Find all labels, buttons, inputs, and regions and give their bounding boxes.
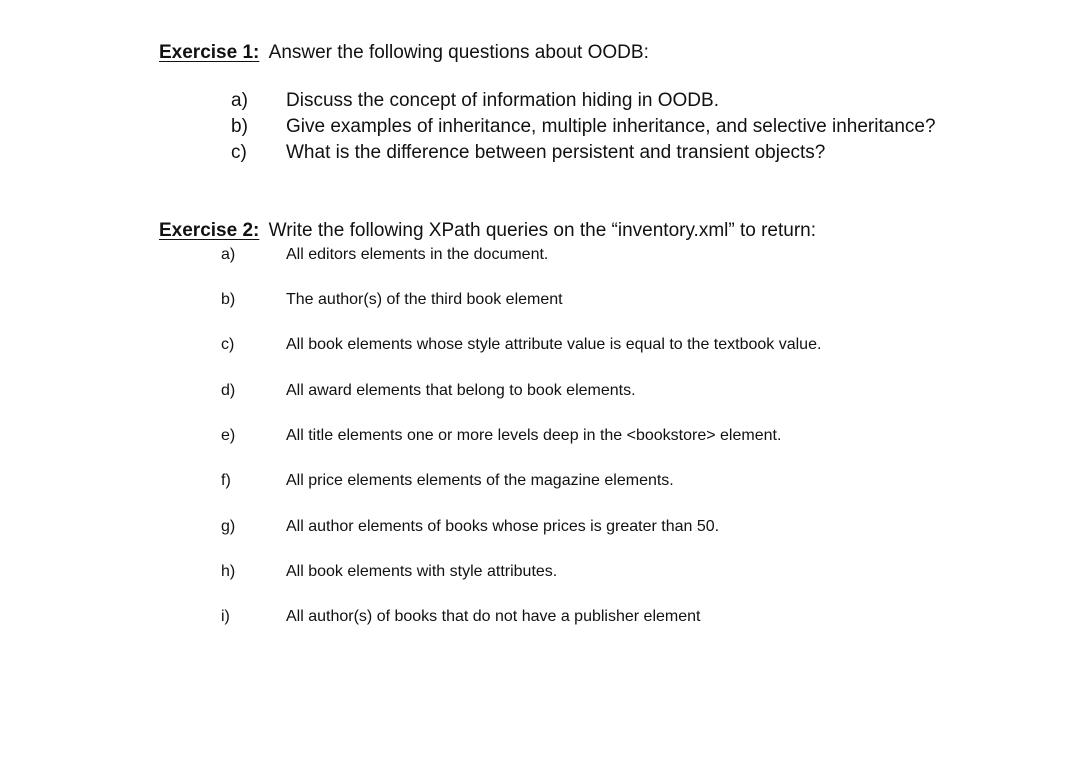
- exercise-1-title: Answer the following questions about OODB:: [268, 42, 649, 63]
- question-text: All book elements with style attributes.: [286, 563, 558, 580]
- question-letter: i): [221, 608, 230, 625]
- question-text: All price elements elements of the magazine elements.: [286, 472, 674, 489]
- question-letter: d): [221, 382, 236, 399]
- question-letter: b): [231, 116, 248, 137]
- question-text: Discuss the concept of information hiding in OODB.: [286, 90, 719, 111]
- question-letter: g): [221, 518, 236, 535]
- question-letter: h): [221, 563, 236, 580]
- question-text: All title elements one or more levels deep in the <bookstore> element.: [286, 427, 782, 444]
- question-text: All book elements whose style attribute value is equal to the textbook value.: [286, 336, 822, 353]
- question-text: What is the difference between persistent and transient objects?: [286, 142, 826, 163]
- question-letter: a): [231, 90, 248, 111]
- exercise-1-label: Exercise 1:: [159, 42, 260, 63]
- question-text: All award elements that belong to book elements.: [286, 382, 636, 399]
- question-letter: c): [221, 336, 235, 353]
- exercise-2-title: Write the following XPath queries on the “inventory.xml” to return:: [268, 220, 817, 241]
- exercise-2-heading: [159, 219, 816, 243]
- question-letter: c): [231, 142, 247, 163]
- question-text: The author(s) of the third book element: [286, 291, 563, 308]
- exercise-2-label: Exercise 2:: [159, 220, 260, 241]
- question-text: All editors elements in the document.: [286, 246, 549, 263]
- question-letter: a): [221, 246, 236, 263]
- question-letter: f): [221, 472, 231, 489]
- question-text: Give examples of inheritance, multiple inheritance, and selective inheritance?: [286, 116, 936, 137]
- question-letter: e): [221, 427, 236, 444]
- exercise-1-heading: [159, 41, 649, 65]
- question-letter: b): [221, 291, 236, 308]
- question-text: All author(s) of books that do not have a publisher element: [286, 608, 701, 625]
- question-text: All author elements of books whose prices is greater than 50.: [286, 518, 720, 535]
